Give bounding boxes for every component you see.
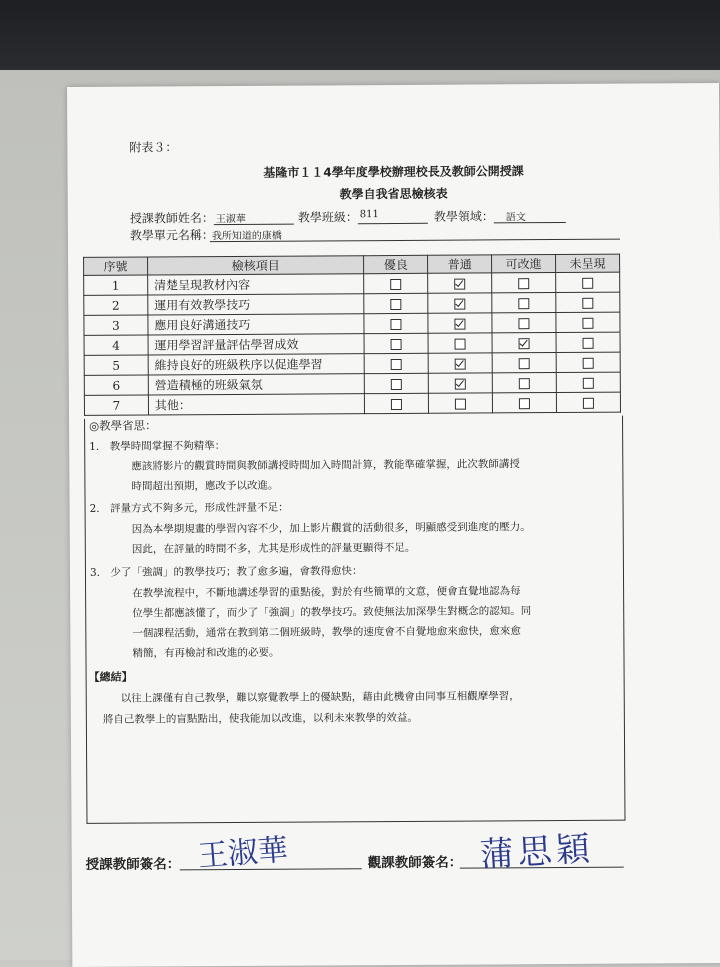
checkbox-excellent[interactable] bbox=[391, 378, 402, 389]
checkbox-average[interactable] bbox=[454, 298, 465, 309]
summary-line: 以往上課僅有自己教學，難以察覺教學上的優缺點，藉由此機會由同事互相觀摩學習， bbox=[120, 690, 520, 705]
row-number: 2 bbox=[84, 295, 148, 315]
observer-signature-label: 觀課教師簽名： bbox=[367, 854, 463, 872]
class-value: 811 bbox=[359, 209, 379, 221]
subject-label: 教學領域： bbox=[433, 209, 494, 224]
point-1-line: 時間超出預期，應改予以改進。 bbox=[131, 479, 279, 493]
point-1-line: 應該將影片的觀賞時間與教師講授時間加入時間計算，教能準確掌握，此次教師講授 bbox=[131, 458, 520, 473]
point-1-title: 1. 教學時間掌握不夠精準： bbox=[89, 440, 226, 453]
row-item: 維持良好的班級秩序以促進學習 bbox=[148, 354, 365, 375]
summary-line: 將自己教學上的盲點點出，使我能加以改進，以利未來教學的效益。 bbox=[102, 711, 418, 726]
observer-signature: 蒲思穎 bbox=[478, 828, 595, 876]
checklist-table bbox=[83, 254, 621, 416]
point-3-line: 一個課程活動，通常在教到第二個班級時，教學的速度會不自覺地愈來愈快，愈來愈 bbox=[132, 625, 521, 640]
checkbox-improve[interactable] bbox=[519, 358, 530, 369]
subject-underline bbox=[494, 222, 566, 223]
checkbox-average[interactable] bbox=[455, 398, 466, 409]
point-2-line: 因此，在評量的時間不多，尤其是形成性的評量更顯得不足。 bbox=[131, 541, 416, 556]
checkbox-excellent[interactable] bbox=[391, 398, 402, 409]
row-number: 4 bbox=[84, 335, 148, 355]
checkbox-improve[interactable] bbox=[518, 278, 529, 289]
checkbox-improve[interactable] bbox=[518, 318, 529, 329]
checkbox-excellent[interactable] bbox=[391, 338, 402, 349]
teacher-name-value: 王淑華 bbox=[215, 213, 246, 226]
checkbox-not-shown[interactable] bbox=[583, 377, 594, 388]
checkbox-excellent[interactable] bbox=[391, 318, 402, 329]
checkbox-excellent[interactable] bbox=[391, 298, 402, 309]
header-average: 普通 bbox=[428, 255, 492, 273]
checkbox-excellent[interactable] bbox=[391, 358, 402, 369]
row-item: 清楚呈現教材內容 bbox=[148, 274, 365, 295]
checkbox-average[interactable] bbox=[455, 378, 466, 389]
checkbox-not-shown[interactable] bbox=[582, 297, 593, 308]
checkbox-improve[interactable] bbox=[519, 378, 530, 389]
header-not-shown: 未呈現 bbox=[556, 254, 620, 272]
checkbox-excellent[interactable] bbox=[390, 278, 401, 289]
class-label: 教學班級： bbox=[297, 210, 358, 225]
header-no: 序號 bbox=[84, 257, 148, 275]
row-number: 6 bbox=[84, 375, 148, 395]
document-title: 基隆市１１4學年度學校辦理校長及教師公開授課 bbox=[263, 164, 524, 180]
checkbox-not-shown[interactable] bbox=[583, 357, 594, 368]
header-excellent: 優良 bbox=[364, 255, 428, 273]
checkbox-not-shown[interactable] bbox=[583, 337, 594, 348]
document-page bbox=[67, 83, 720, 967]
unit-label: 教學單元名稱： bbox=[129, 228, 214, 243]
row-item: 運用學習評量評估學習成效 bbox=[148, 334, 365, 355]
checkbox-average[interactable] bbox=[454, 278, 465, 289]
checkbox-not-shown[interactable] bbox=[582, 277, 593, 288]
row-item: 營造積極的班級氣氛 bbox=[148, 374, 365, 395]
row-number: 5 bbox=[84, 355, 148, 375]
point-2-line: 因為本學期規畫的學習內容不少，加上影片觀賞的活動很多，明顯感受到進度的壓力。 bbox=[131, 521, 531, 536]
checkbox-improve[interactable] bbox=[518, 298, 529, 309]
document-subtitle: 教學自我省思檢核表 bbox=[339, 186, 448, 202]
checkbox-average[interactable] bbox=[455, 338, 466, 349]
table-row bbox=[84, 392, 620, 415]
annex-label: 附表３： bbox=[129, 140, 178, 155]
summary-heading: 【總結】 bbox=[88, 670, 133, 684]
unit-value: 我所知道的康橋 bbox=[211, 230, 282, 243]
header-item: 檢核項目 bbox=[147, 256, 364, 275]
subject-value: 語文 bbox=[505, 212, 526, 224]
row-item: 運用有效教學技巧 bbox=[148, 294, 365, 315]
row-number: 1 bbox=[84, 275, 148, 295]
teacher-signature: 王淑華 bbox=[196, 832, 290, 875]
point-3-line: 位學生都應該懂了，而少了「強調」的教學技巧。致使無法加深學生對概念的認知。同 bbox=[132, 605, 532, 620]
point-2-title: 2. 評量方式不夠多元，形成性評量不足： bbox=[89, 501, 289, 515]
header-improve: 可改進 bbox=[492, 255, 556, 273]
checkbox-average[interactable] bbox=[455, 358, 466, 369]
row-number: 3 bbox=[84, 315, 148, 335]
checkbox-improve[interactable] bbox=[519, 338, 530, 349]
reflection-section bbox=[84, 416, 625, 824]
row-item: 應用良好溝通技巧 bbox=[148, 314, 365, 335]
class-underline bbox=[358, 223, 428, 224]
checkbox-not-shown[interactable] bbox=[582, 317, 593, 328]
point-3-title: 3. 少了「強調」的教學技巧；教了愈多遍，會教得愈快： bbox=[89, 565, 363, 579]
point-3-line: 在教學流程中，不斷地講述學習的重點後，對於有些簡單的文意，便會直覺地認為每 bbox=[132, 585, 521, 600]
row-item: 其他： bbox=[148, 394, 365, 415]
teacher-name-label: 授課教師姓名： bbox=[129, 211, 214, 226]
teacher-signature-label: 授課教師簽名： bbox=[85, 856, 181, 873]
row-number: 7 bbox=[84, 395, 148, 415]
checkbox-improve[interactable] bbox=[519, 398, 530, 409]
checkbox-average[interactable] bbox=[455, 318, 466, 329]
point-3-line: 精簡，有再檢討和改進的必要。 bbox=[132, 646, 280, 660]
checkbox-not-shown[interactable] bbox=[583, 397, 594, 408]
reflection-heading: ◎教學省思： bbox=[89, 418, 157, 433]
